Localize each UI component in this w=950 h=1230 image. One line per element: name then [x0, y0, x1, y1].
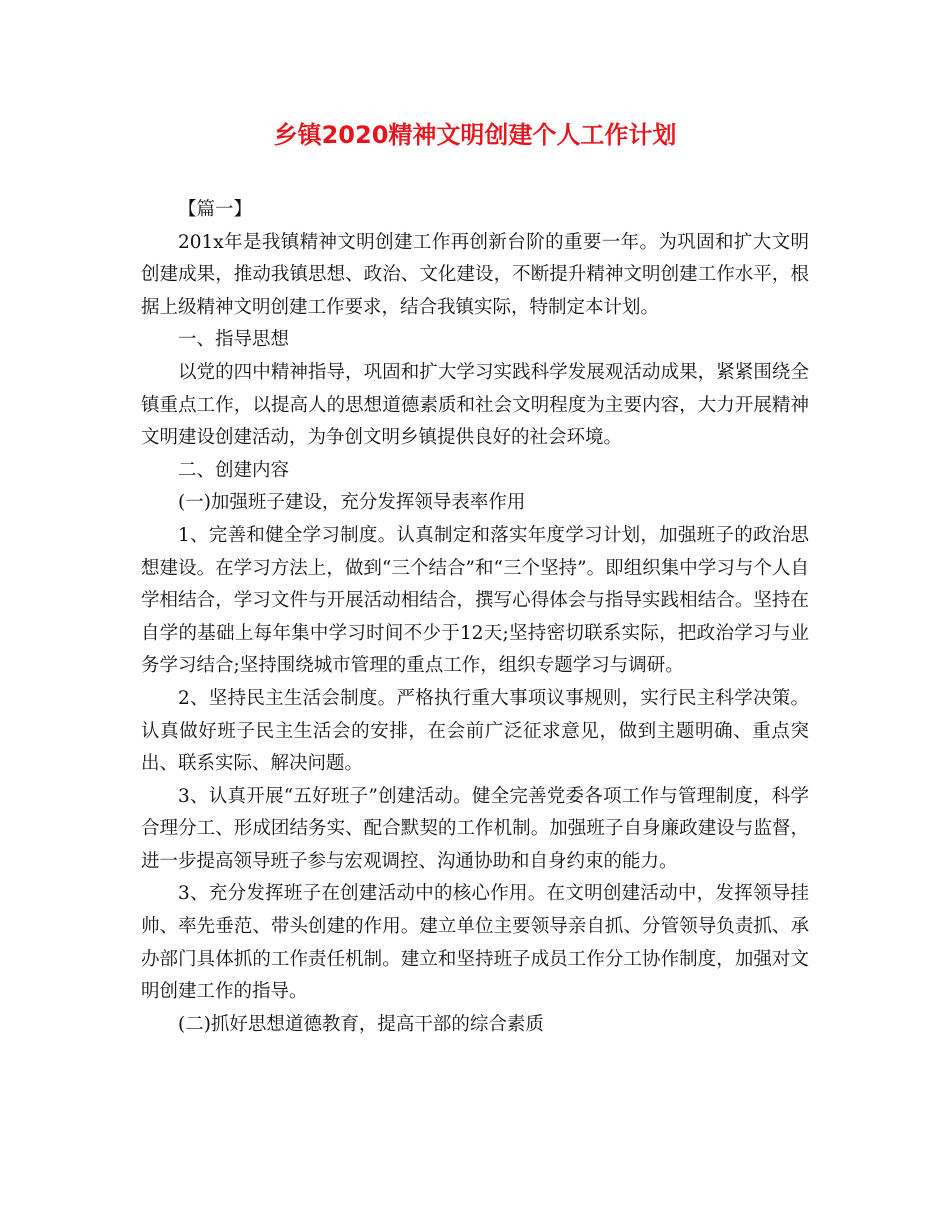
intro-paragraph: 201x年是我镇精神文明创建工作再创新台阶的重要一年。为巩固和扩大文明创建成果，推动我镇思想、政治、文化建设，不断提升精神文明创建工作水平，根据上级精神文明创建工作要求，结合我镇实际，特制定本计划。 — [141, 231, 809, 318]
section-heading-creation-content: 二、创建内容 — [178, 459, 290, 481]
paragraph-core-role: 3、充分发挥班子在创建活动中的核心作用。在文明创建活动中，发挥领导挂帅、率先垂范、带头创建的作用。建立单位主要领导亲自抓、分管领导负责抓、承办部门具体抓的工作责任机制。建立和坚持班子成员工作分工协作制度，加强对文明创建工作的指导。 — [141, 883, 809, 1003]
paragraph-study-system: 1、完善和健全学习制度。认真制定和落实年度学习计划，加强班子的政治思想建设。在学习方法上，做到“三个结合”和“三个坚持”。即组织集中学习与个人自学相结合，学习文件与开展活动相结合，撰写心得体会与指导实践相结合。坚持在自学的基础上每年集中学习时间不少于12天;坚持密切联系实际，把政治学习与业务学习结合;坚持围绕城市管理的重点工作，组织专题学习与调研。 — [141, 524, 809, 677]
subsection-heading-leadership: (一)加强班子建设，充分发挥领导表率作用 — [178, 492, 526, 514]
subsection-heading-moral-education: (二)抓好思想道德教育，提高干部的综合素质 — [178, 1013, 544, 1035]
paragraph-democratic-life: 2、坚持民主生活会制度。严格执行重大事项议事规则，实行民主科学决策。认真做好班子民主生活会的安排，在会前广泛征求意见，做到主题明确、重点突出、联系实际、解决问题。 — [141, 687, 809, 775]
document-body — [141, 194, 809, 1041]
document-title: 乡镇2020精神文明创建个人工作计划 — [273, 121, 677, 149]
paragraph-five-good-teams: 3、认真开展“五好班子”创建活动。健全完善党委各项工作与管理制度，科学合理分工、形成团结务实、配合默契的工作机制。加强班子自身廉政建设与监督，进一步提高领导班子参与宏观调控、沟通协助和自身约束的能力。 — [141, 785, 809, 872]
section-heading-guiding-thought: 一、指导思想 — [178, 329, 290, 351]
guiding-thought-paragraph: 以党的四中精神指导，巩固和扩大学习实践科学发展观活动成果，紧紧围绕全镇重点工作，以提高人的思想道德素质和社会文明程度为主要内容，大力开展精神文明建设创建活动，为争创文明乡镇提供良好的社会环境。 — [141, 361, 809, 449]
section-heading-part-one: 【篇一】 — [178, 199, 253, 220]
